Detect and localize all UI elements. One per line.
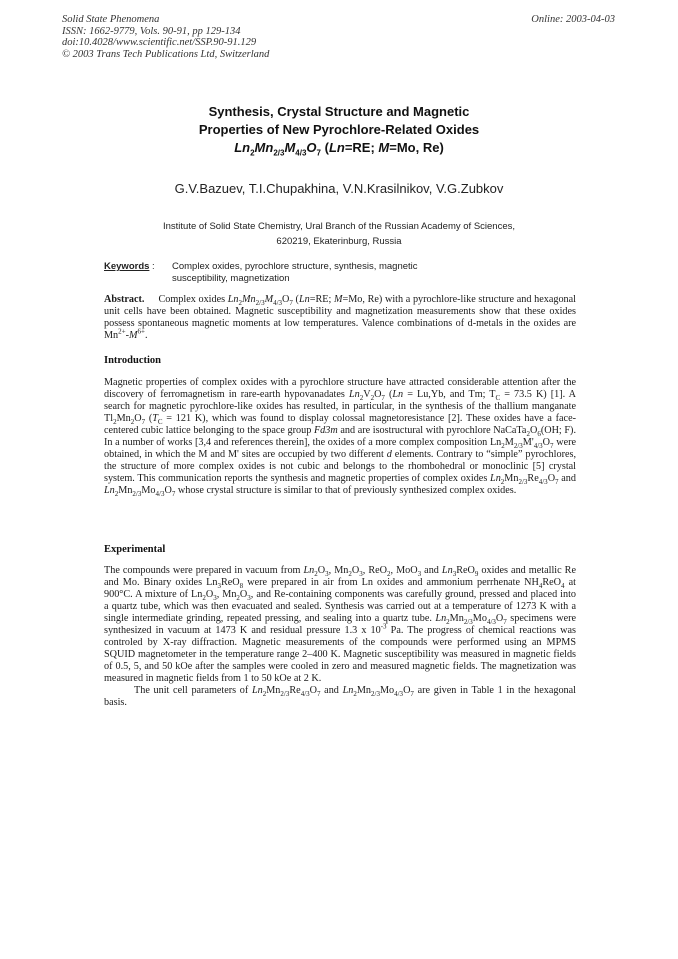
keywords-line-1: Complex oxides, pyrochlore structure, synthesis, magnetic bbox=[172, 261, 418, 272]
online-date: Online: 2003-04-03 bbox=[531, 14, 615, 25]
abstract-text: Complex oxides $Ln_2Mn_{2/3}M_{4/3}O_7$ (Ln=RE; M=Mo, Re) with a pyrochlore-like structure and hexagonal unit cells have been obtained. Magnetic susceptibility and magnetization measurements show that these oxides possess spontaneous magnetic moments at low temperatures. Valence combinations of d-metals in the oxides are $Mn^{2+}-M^{6+}$. bbox=[104, 294, 576, 341]
experimental-paragraph-2: The unit cell parameters of $Ln_2Mn_{2/3}Re_{4/3}O_7$ and $Ln_2Mn_{2/3}Mo_{4/3}O_7$ are given in Table 1 in the hexagonal basis. bbox=[104, 685, 576, 708]
keywords-label: Keywords bbox=[104, 261, 150, 272]
journal-doi[interactable]: doi:10.4028/www.scientific.net/SSP.90-91.129 bbox=[62, 37, 257, 48]
section-heading-experimental: Experimental bbox=[104, 544, 166, 555]
affiliation-line-2: 620219, Ekaterinburg, Russia bbox=[276, 236, 402, 247]
paper-page: Solid State Phenomena ISSN: 1662-9779, Vols. 90-91, pp 129-134 doi:10.4028/www.scientific.net/SSP.90-91.129 © 2003 Trans Tech Publications Ltd, Switzerland Online: 2003-04-03 Synthesis, Crystal Structure and Magnetic Properties of New Pyrochlore-Related Oxides $Ln_2Mn_{2/3}M_{4/3}O_7$ (Ln=RE; M=Mo, Re) G.V.Bazuev, T.I.Chupakhina, V.N.Krasilnikov, V.G.Zubkov Institute of Solid State Chemistry, Ural Branch of the Russian Academy of Sciences, 620219, Ekaterinburg, Russia Keywords : Complex oxides, pyrochlore structure, synthesis, magnetic susceptibility, magnetization Abstract. Complex oxides $Ln_2Mn_{2/3}M_{4/3}O_7$ (Ln=RE; M=Mo, Re) with a pyrochlore-like structure and hexagonal unit cells have been obtained. Magnetic susceptibility and magnetization measurements show that these oxides possess spontaneous magnetic moments at low temperatures. Valence combinations of d-metals in the oxides are $Mn^{2+}-M^{6+}$. Introduction Magnetic properties of complex oxides with a pyrochlore structure have attracted considerable attention after the discovery of ferromagnetism in rare-earth hypovanadates $Ln_2V_2O_7$ (Ln = Lu,Yb, and Tm; $T_C = 73.5$ K) [1]. A search for magnetic pyrochlore-like oxides has resulted, in particular, in the synthesis of the thallium manganate $Tl_2Mn_2O_7$ ($T_C = 121$ K), which was found to display colossal magnetoresistance [2]. These oxides have a face-centered cubic lattice belonging to the space group Fd3m and are isostructural with pyrochlore $NaCaTa_2O_6(OH$; F). In a number of works [3,4 and references therein], the oxides of a more complex composition $Ln_2M_{2/3}M'_{4/3}O_7$ were obtained, in which the M and M' sites are occupied by two different d elements. Contrary to “simple” pyrochlores, the structure of more complex oxides is not cubic and belongs to the rhombohedral or monoclinic [5] crystal system. This communication reports the synthesis and magnetic properties of complex oxides $Ln_2Mn_{2/3}Re_{4/3}O_7$ and $Ln_2Mn_{2/3}Mo_{4/3}O_7$ whose crystal structure is similar to that of previously synthesized complex oxides. Experimental The compounds were prepared in vacuum from $Ln_2O_3$, $Mn_2O_3$, ReO$_2$, MoO$_3$ and $Ln_3ReO_9$ oxides and metallic Re and Mo. Binary oxides $Ln_3ReO_8$ were prepared in air from Ln oxides and ammonium perrhenate $NH_4ReO_4$ at 900°C. A mixture of $Ln_2O_3$, $Mn_2O_3$, and Re-containing components was carefully ground, pressed and placed into a quartz tube, which was then evacuated and sealed. Synthesis was carried out at a temperature of 1273 K with a single intermediate grinding, repeated pressing, and sealing into a quartz tube. $Ln_2Mn_{2/3}Mo_{4/3}O_7$ specimens were synthesized in vacuum at 1473 K and residual pressure 1.3 x $10^{-3}$ Pa. The progress of chemical reactions was controled by X-ray diffraction. Magnetic measurements of the compounds were performed using an MPMS SQUID magnetometer in the temperature range 2–400 K. Magnetic susceptibility was measured in magnetic fields of 0.5, 5, and 50 kOe after the samples were cooled in zero and measured magnetic fields. The magnetization was measured in magnetic fields from 1 to 50 kOe at 2 K. The unit cell parameters of $Ln_2Mn_{2/3}Re_{4/3}O_7$ and $Ln_2Mn_{2/3}Mo_{4/3}O_7$ are given in Table 1 in the hexagonal basis. bbox=[0, 0, 678, 959]
keywords-text bbox=[172, 261, 572, 285]
journal-name: Solid State Phenomena bbox=[62, 14, 160, 25]
journal-copyright: © 2003 Trans Tech Publications Ltd, Switzerland bbox=[62, 48, 270, 60]
affiliation bbox=[0, 219, 678, 249]
keywords-line-2: susceptibility, magnetization bbox=[172, 273, 290, 284]
affiliation-line-1: Institute of Solid State Chemistry, Ural Branch of the Russian Academy of Sciences, bbox=[162, 221, 515, 232]
author-list: G.V.Bazuev, T.I.Chupakhina, V.N.Krasilnikov, V.G.Zubkov bbox=[174, 181, 504, 196]
abstract bbox=[104, 294, 576, 342]
experimental-paragraph-1: The compounds were prepared in vacuum from $Ln_2O_3$, $Mn_2O_3$, ReO$_2$, MoO$_3$ and $Ln_3ReO_9$ oxides and metallic Re and Mo. Binary oxides $Ln_3ReO_8$ were prepared in air from Ln oxides and ammonium perrhenate $NH_4ReO_4$ at 900°C. A mixture of $Ln_2O_3$, $Mn_2O_3$, and Re-containing components was carefully ground, pressed and placed into a quartz tube, which was then evacuated and sealed. Synthesis was carried out at a temperature of 1273 K with a single intermediate grinding, repeated pressing, and sealing into a quartz tube. $Ln_2Mn_{2/3}Mo_{4/3}O_7$ specimens were synthesized in vacuum at 1473 K and residual pressure 1.3 x $10^{-3}$ Pa. The progress of chemical reactions was controled by X-ray diffraction. Magnetic measurements of the compounds were performed using an MPMS SQUID magnetometer in the temperature range 2–400 K. Magnetic susceptibility was measured in magnetic fields of 0.5, 5, and 50 kOe after the samples were cooled in zero and measured magnetic fields. The magnetization was measured in magnetic fields from 1 to 50 kOe at 2 K. bbox=[104, 565, 576, 684]
title-formula: $Ln_2Mn_{2/3}M_{4/3}O_7$ (Ln=RE; M=Mo, Re) bbox=[234, 140, 444, 158]
experimental-text bbox=[104, 565, 576, 709]
title-line-2: Properties of New Pyrochlore-Related Oxides bbox=[198, 122, 480, 137]
abstract-label: Abstract. bbox=[104, 294, 145, 305]
section-heading-introduction: Introduction bbox=[104, 355, 161, 366]
journal-header bbox=[62, 14, 269, 60]
paper-title bbox=[0, 103, 678, 157]
journal-issn: ISSN: 1662-9779, Vols. 90-91, pp 129-134 bbox=[62, 25, 241, 37]
title-line-1: Synthesis, Crystal Structure and Magnetic bbox=[208, 104, 470, 119]
introduction-text: Magnetic properties of complex oxides with a pyrochlore structure have attracted considerable attention after the discovery of ferromagnetism in rare-earth hypovanadates $Ln_2V_2O_7$ (Ln = Lu,Yb, and Tm; $T_C = 73.5$ K) [1]. A search for magnetic pyrochlore-like oxides has resulted, in particular, in the synthesis of the thallium manganate $Tl_2Mn_2O_7$ ($T_C = 121$ K), which was found to display colossal magnetoresistance [2]. These oxides have a face-centered cubic lattice belonging to the space group Fd3m and are isostructural with pyrochlore $NaCaTa_2O_6(OH$; F). In a number of works [3,4 and references therein], the oxides of a more complex composition $Ln_2M_{2/3}M'_{4/3}O_7$ were obtained, in which the M and M' sites are occupied by two different d elements. Contrary to “simple” pyrochlores, the structure of more complex oxides is not cubic and belongs to the rhombohedral or monoclinic [5] crystal system. This communication reports the synthesis and magnetic properties of complex oxides $Ln_2Mn_{2/3}Re_{4/3}O_7$ and $Ln_2Mn_{2/3}Mo_{4/3}O_7$ whose crystal structure is similar to that of previously synthesized complex oxides. bbox=[104, 377, 577, 499]
